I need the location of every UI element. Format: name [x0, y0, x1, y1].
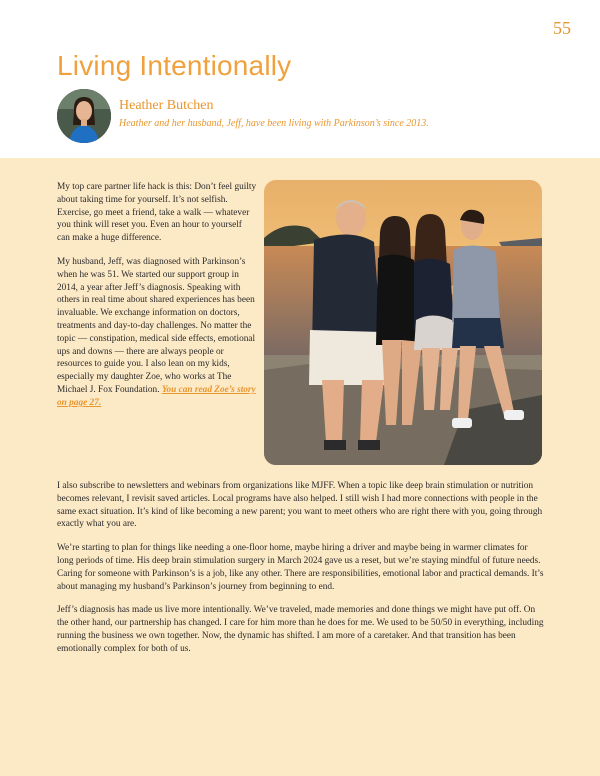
zoe-story-link[interactable]: You can read Zoe’s story on page 27.	[57, 384, 256, 408]
full-width-text	[57, 480, 545, 667]
paragraph-1: My top care partner life hack is this: Don’t feel guilty about taking time for yourself. It’s not selfish. Exercise, go meet a friend, take a walk — whatever you think will reset you. Even an hour to yourself can make a huge difference.	[57, 182, 257, 244]
paragraph-5: Jeff’s diagnosis has made us live more intentionally. We’ve traveled, made memories and done things we might have put off. On the other hand, our partnership has changed. I care for him more than he does for me. We used to be 50/50 in everything, including running the business we own together. Now, the dynamic has shifted. I am more of a caretaker. And that transition has been emotionally complex for both of us.	[57, 605, 544, 654]
family-photo	[264, 180, 542, 465]
author-avatar	[57, 89, 111, 143]
paragraph-2-text: My husband, Jeff, was diagnosed with Parkinson’s when he was 51. We started our support group in 2014, a year after Jeff’s diagnosis. Speaking with others in real time about shared experiences has been invaluable. We exchange information on doctors, treatments and day-to-day challenges. No matter the topic — constipation, medical side effects, emotional ups and downs — there are always people or resources to guide you. I also lean on my kids, especially my daughter Zoe, who works at The Michael J. Fox Foundation.	[57, 256, 256, 395]
author-name: Heather Butchen	[119, 98, 214, 113]
author-bio: Heather and her husband, Jeff, have been living with Parkinson’s since 2013.	[119, 118, 429, 129]
paragraph-2	[57, 256, 257, 410]
paragraph-3: I also subscribe to newsletters and webinars from organizations like MJFF. When a topic like deep brain stimulation or nutrition becomes relevant, I revisit saved articles. Local programs have also helped. I still wish I had more connections with people in the same exact situation. It’s kind of like becoming a new parent; you want to meet others who are right there with you, going through exactly what you are.	[57, 481, 543, 530]
article-title: Living Intentionally	[57, 50, 292, 81]
paragraph-4: We’re starting to plan for things like needing a one-floor home, maybe hiring a driver and maybe being in warmer climates for long periods of time. His deep brain stimulation surgery in March 2024 gave us a reset, but we’re staying mindful of future needs. Caring for someone with Parkinson’s is a job, like any other. There are responsibilities, emotional labor and practical demands. It’s about managing my husband’s Parkinson’s journey from beginning to end.	[57, 543, 544, 592]
page-number: 55	[553, 18, 571, 38]
left-column-text	[57, 181, 257, 421]
